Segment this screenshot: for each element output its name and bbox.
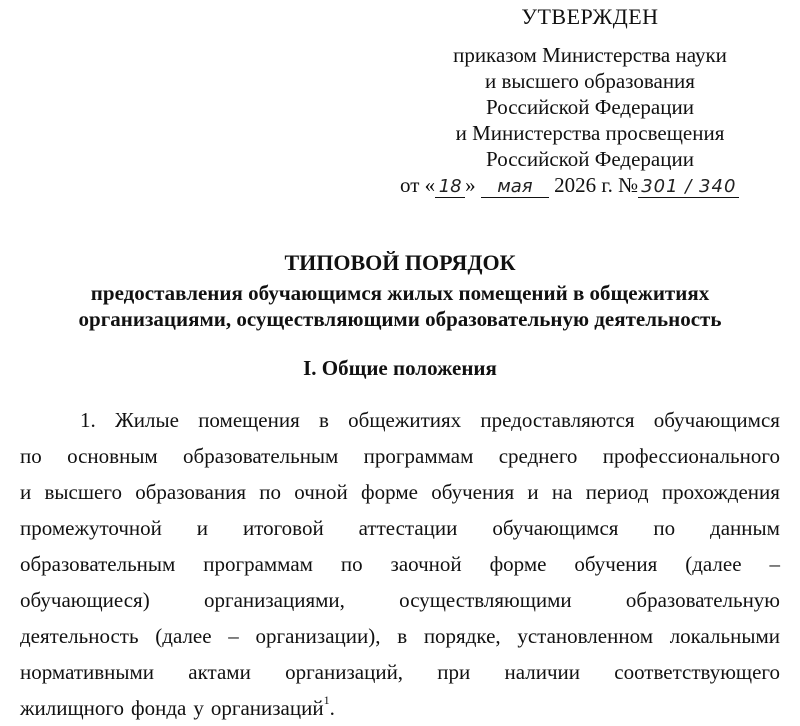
paragraph-word: обучения (574, 552, 658, 576)
paragraph-word: у (193, 696, 204, 720)
paragraph-word: наличии (504, 660, 581, 684)
paragraph-word: форме (361, 480, 418, 504)
paragraph-1 (20, 402, 780, 726)
paragraph-word: высшего (44, 480, 122, 504)
section-title: I. Общие положения (303, 356, 497, 380)
paragraph-word: организаций, (285, 660, 404, 684)
paragraph-word: 1. (80, 408, 96, 432)
paragraph-word: образовательную (625, 588, 780, 612)
paragraph-line (20, 618, 780, 654)
paragraph-word: обучающиеся) (20, 588, 150, 612)
order-date-line (400, 172, 739, 198)
paragraph-word: фонда (130, 696, 187, 720)
paragraph-word: и (527, 480, 539, 504)
paragraph-word: в (397, 624, 408, 648)
paragraph-word: при (437, 660, 471, 684)
paragraph-line (20, 582, 780, 618)
paragraph-word: обучающимся (653, 408, 780, 432)
date-prefix: от « (400, 173, 436, 197)
paragraph-word: (далее (685, 552, 742, 576)
paragraph-word: очной (294, 480, 348, 504)
paragraph-word: обучающимся (492, 516, 619, 540)
paragraph-word: данным (710, 516, 780, 540)
paragraph-word: (далее (155, 624, 212, 648)
paragraph-line (20, 690, 780, 726)
document-subtitle (40, 280, 760, 332)
paragraph-word: Жилые (114, 408, 179, 432)
paragraph-word: порядке, (423, 624, 501, 648)
paragraph-word: – (769, 552, 780, 576)
paragraph-word: установленном (517, 624, 653, 648)
paragraph-word: осуществляющими (399, 588, 572, 612)
paragraph-word: по (259, 480, 282, 504)
paragraph-word: и (196, 516, 209, 540)
paragraph-end-period: . (329, 696, 335, 720)
paragraph-word: профессионального (602, 444, 780, 468)
paragraph-word: по (340, 552, 363, 576)
paragraph-word: период (585, 480, 649, 504)
approval-line: приказом Министерства науки (453, 43, 727, 67)
paragraph-word: организациями, (203, 588, 345, 612)
paragraph-word: организаций$^1$. (210, 693, 335, 720)
handwritten-day: 18 (435, 177, 465, 198)
paragraph-line (20, 654, 780, 690)
paragraph-word: обучения (431, 480, 515, 504)
paragraph-word: по (653, 516, 676, 540)
paragraph-word: на (551, 480, 573, 504)
date-year-text: 2026 г. № (554, 173, 639, 197)
paragraph-word: в (319, 408, 329, 432)
paragraph-word: предоставляются (480, 408, 635, 432)
paragraph-word: заочной (390, 552, 462, 576)
paragraph-line (20, 510, 780, 546)
handwritten-month: мая (481, 177, 549, 198)
paragraph-word: соответствующего (614, 660, 780, 684)
handwritten-order-number: 301 / 340 (638, 177, 739, 198)
paragraph-word: основным (67, 444, 158, 468)
paragraph-word: аттестации (358, 516, 458, 540)
paragraph-word: итоговой (242, 516, 324, 540)
paragraph-word: программам (203, 552, 313, 576)
paragraph-line (20, 546, 780, 582)
paragraph-word: актами (188, 660, 251, 684)
paragraph-word: нормативными (20, 660, 155, 684)
paragraph-word: – (228, 624, 239, 648)
paragraph-line (20, 474, 780, 510)
paragraph-word: форме (489, 552, 547, 576)
approval-line: Российской Федерации (486, 147, 694, 171)
paragraph-word: среднего (498, 444, 578, 468)
approval-line: Российской Федерации (486, 95, 694, 119)
subtitle-line: предоставления обучающимся жилых помещений в общежитиях (90, 281, 710, 305)
footnote-mark[interactable]: 1 (323, 693, 330, 707)
paragraph-word: промежуточной (20, 516, 162, 540)
approval-line: и Министерства просвещения (455, 121, 725, 145)
subtitle-line: организациями, осуществляющими образовательную деятельность (78, 307, 722, 331)
paragraph-word: образования (135, 480, 246, 504)
paragraph-word: локальными (669, 624, 780, 648)
approval-line: и высшего образования (485, 69, 695, 93)
paragraph-word: образовательным (183, 444, 339, 468)
paragraph-word: по (20, 444, 42, 468)
paragraph-word: помещения (198, 408, 300, 432)
document-title: ТИПОВОЙ ПОРЯДОК (284, 250, 516, 275)
paragraph-word: программам (363, 444, 474, 468)
paragraph-word: прохождения (661, 480, 780, 504)
paragraph-word: деятельность (20, 624, 139, 648)
paragraph-word: организации), (255, 624, 381, 648)
paragraph-word: образовательным (20, 552, 176, 576)
paragraph-word: жилищного (20, 696, 124, 720)
approval-title: УТВЕРЖДЕН (521, 4, 659, 29)
paragraph-word: и (20, 480, 32, 504)
paragraph-word: общежитиях (348, 408, 462, 432)
paragraph-line (20, 402, 780, 438)
approval-block (395, 4, 785, 172)
date-quote-close: » (465, 173, 476, 197)
paragraph-line (20, 438, 780, 474)
